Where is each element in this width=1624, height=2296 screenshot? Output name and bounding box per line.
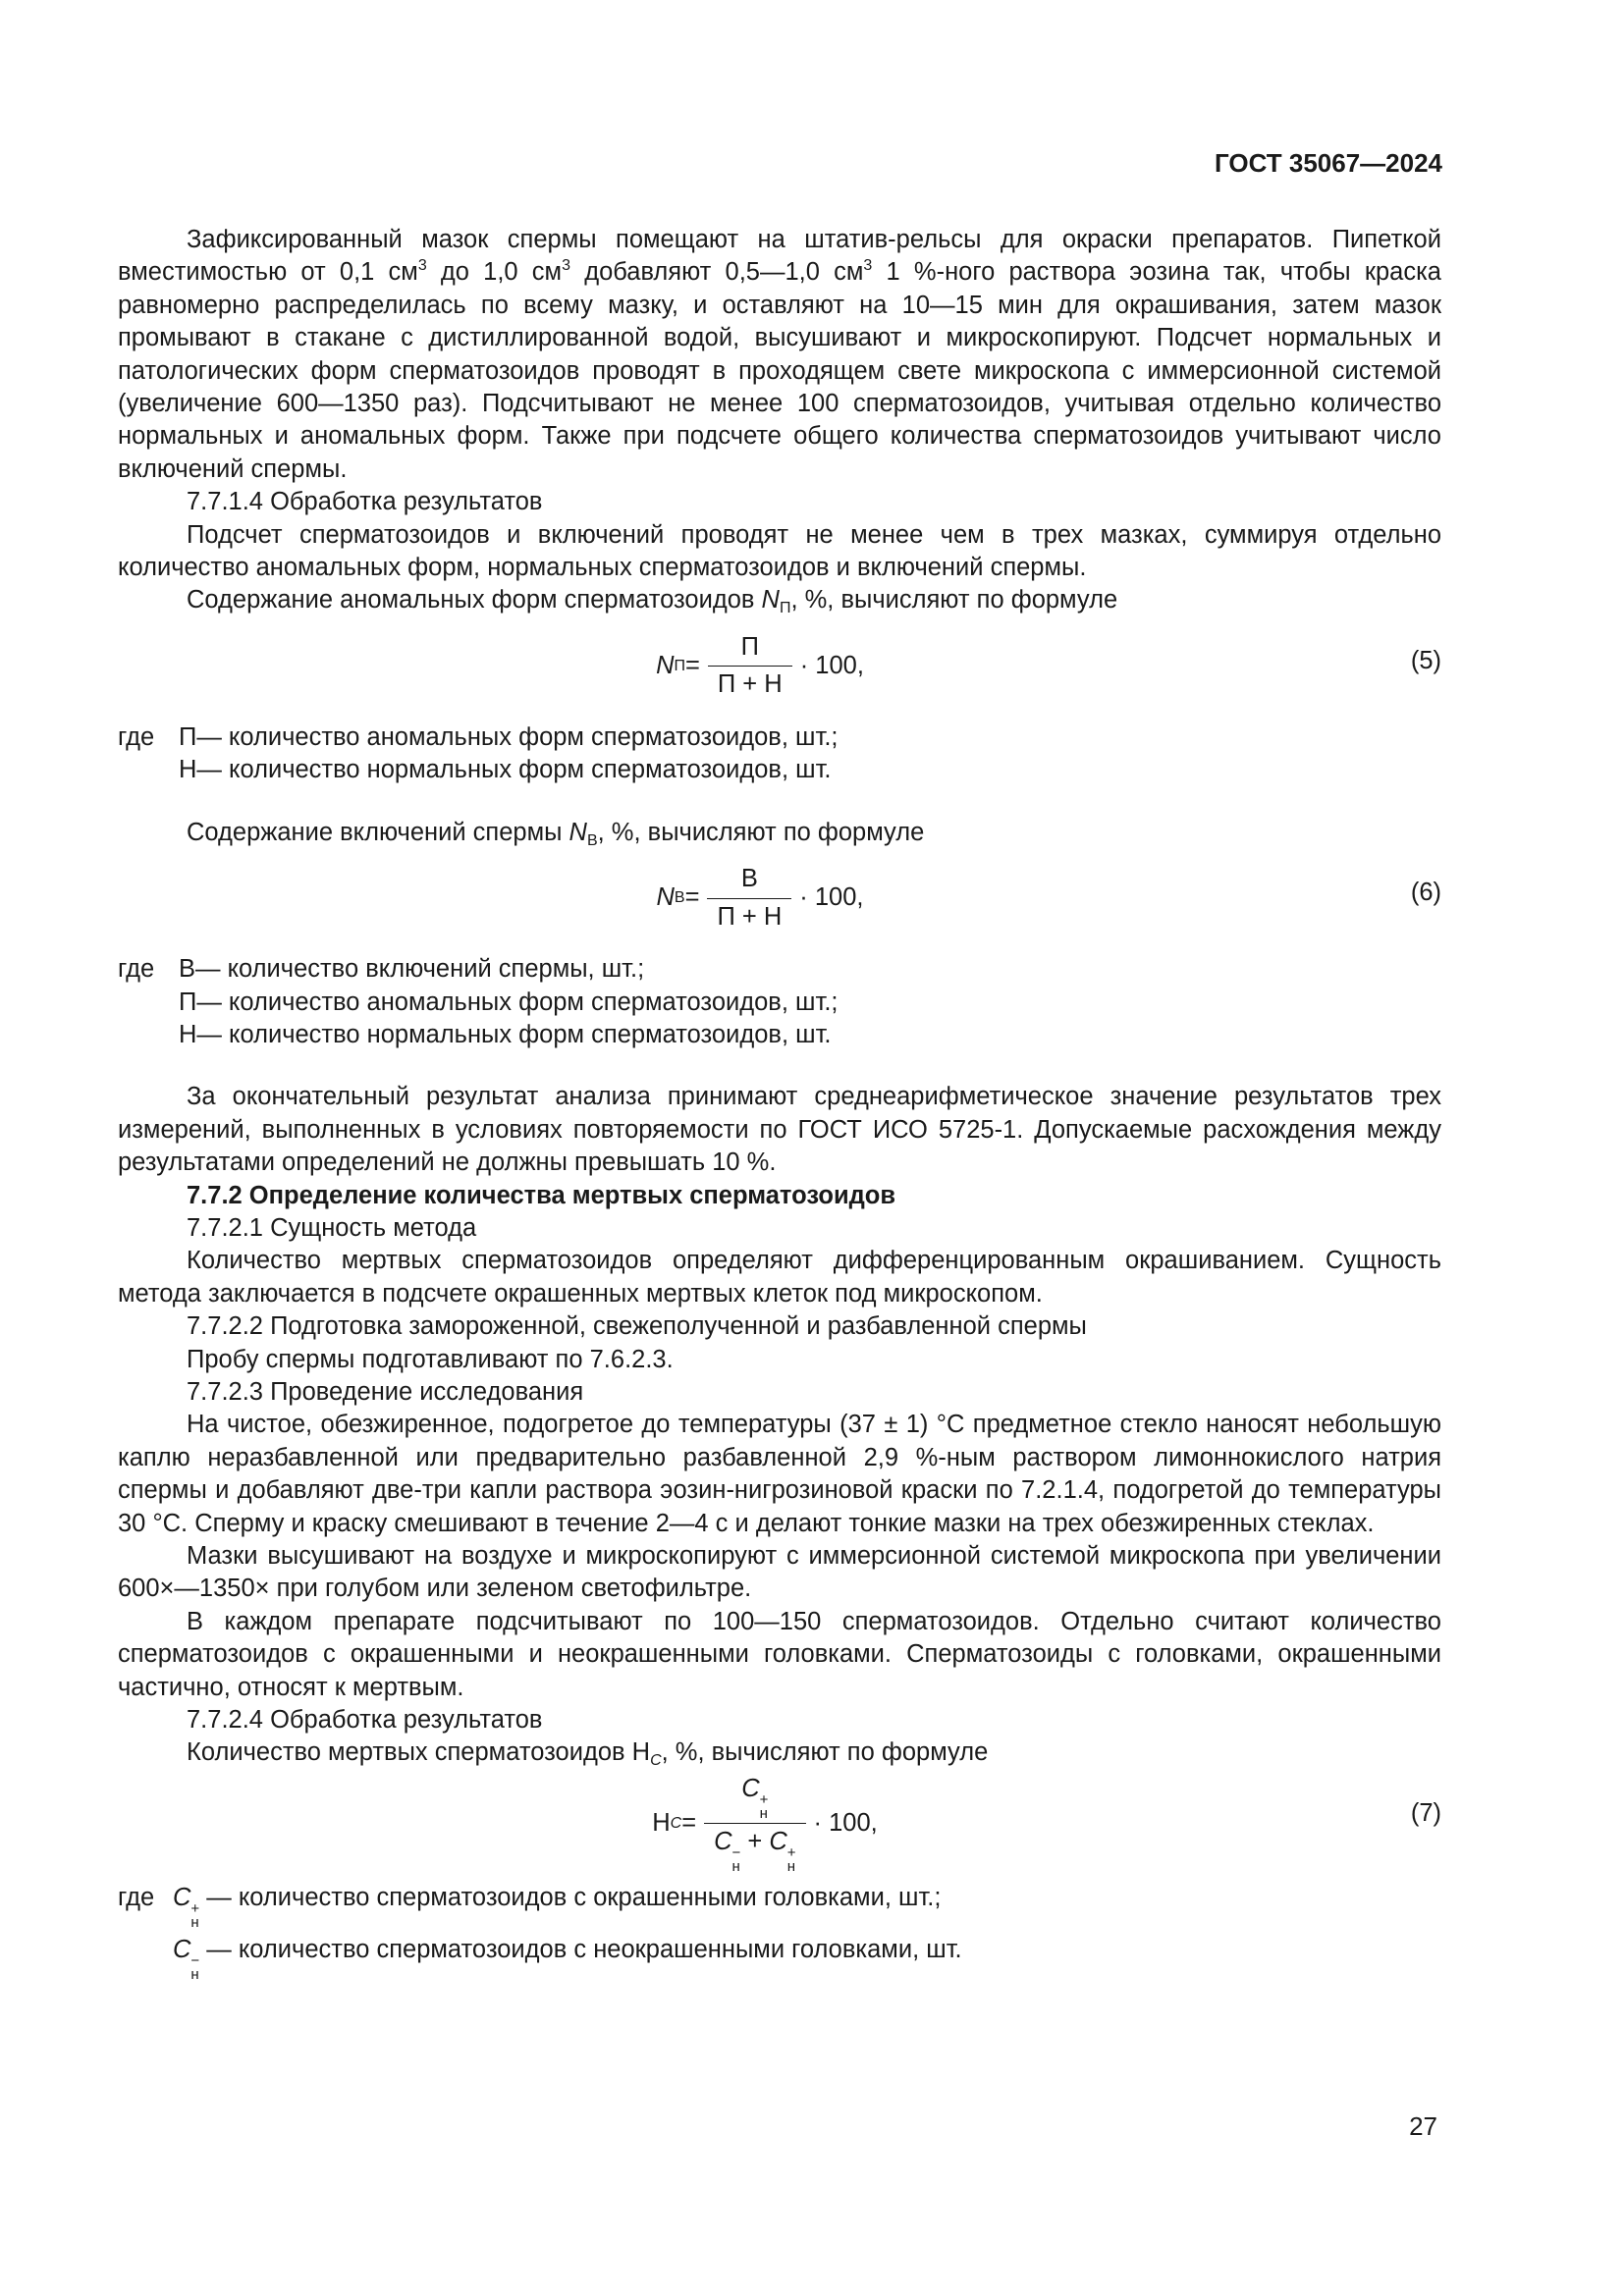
fraction (708, 631, 792, 702)
symbol-n: N (568, 818, 587, 846)
sign: − (190, 1951, 200, 1969)
formula-7 (118, 1770, 1441, 1878)
symbol-n: N (656, 883, 675, 912)
subsection-7721-heading: 7.7.2.1 Сущность метода (187, 1213, 477, 1242)
text-run: , %, вычисляют по формуле (597, 818, 925, 846)
where-symbol (173, 1882, 199, 1930)
denominator: П + Н (707, 898, 791, 934)
where-lead (118, 987, 179, 1019)
formula-number: (7) (1410, 1798, 1441, 1827)
equals-sign: = (684, 883, 700, 912)
formula-5 (118, 617, 1441, 716)
paragraph-method-essence: Количество мертвых сперматозоидов определяют дифференцированным окрашиванием. Сущность метода заключается в подсчете окрашенных мертвых клеток под микроскопом. (118, 1247, 1441, 1308)
index-stack (190, 1951, 200, 1983)
formula-number: (6) (1410, 879, 1441, 907)
text-run: Количество мертвых сперматозоидов Н (187, 1738, 651, 1767)
index: н (759, 1805, 768, 1823)
equation: N В = $\frac{В}{П + Н}$ · 100, (656, 863, 863, 934)
text-run: Содержание включений спермы (187, 818, 569, 846)
equation: N П = $\frac{П}{П + Н}$ · 100, (656, 631, 864, 702)
index-stack (787, 1846, 796, 1874)
where-symbol: П (179, 722, 197, 751)
where-symbol: П (179, 988, 197, 1016)
paragraph-count-per-slide: В каждом препарате подсчитывают по 100—150 сперматозоидов. Отдельно считают количество сперматозоидов с окрашенными и неокрашенными головками. Сперматозоиды с головками, окрашенными частично, относят к мертвым. (118, 1607, 1441, 1701)
where-row (118, 1019, 1441, 1051)
paragraph-sample-prep: Пробу спермы подготавливают по 7.6.2.3. (187, 1345, 674, 1373)
where-block-7 (118, 1882, 1441, 1982)
index-stack (190, 1899, 200, 1931)
formula-6 (118, 849, 1441, 947)
where-row (118, 1934, 1441, 1982)
text-run: , %, вычисляют по формуле (790, 586, 1118, 614)
denominator: П + Н (708, 666, 792, 701)
subsection-7724-heading: 7.7.2.4 Обработка результатов (187, 1706, 543, 1735)
sign: + (786, 1844, 796, 1862)
where-lead: где (118, 1883, 155, 1911)
paragraph-inclusions-intro (118, 817, 1441, 849)
paragraph-microscopy: Мазки высушивают на воздухе и микроскопируют с иммерсионной системой микроскопа при увеличении 600×—1350× при голубом или зеленом светофильтре. (118, 1542, 1441, 1603)
text-run: Содержание аномальных форм сперматозоидов (187, 586, 762, 614)
text-run: добавляют 0,5—1,0 см (570, 258, 864, 287)
symbol-c: C (769, 1828, 787, 1856)
paragraph-counting: Подсчет сперматозоидов и включений проводят не менее чем в трех мазках, суммируя отдельно количество аномальных форм, нормальных сперматозоидов и включений спермы. (118, 520, 1441, 582)
sign: + (759, 1791, 769, 1809)
subsection-7722-heading: 7.7.2.2 Подготовка замороженной, свежеполученной и разбавленной спермы (187, 1312, 1087, 1341)
where-symbol: Н (179, 1020, 197, 1048)
subscript: C (650, 1752, 662, 1770)
where-lead: где (118, 722, 155, 751)
equals-sign: = (684, 652, 700, 680)
where-text: — количество аномальных форм сперматозоидов, шт.; (196, 988, 839, 1016)
subsection-7714-heading: 7.7.1.4 Обработка результатов (187, 488, 543, 516)
subscript: П (779, 600, 791, 617)
symbol-c: C (173, 1935, 191, 1963)
where-row (118, 987, 1441, 1019)
page-number: 27 (1409, 2111, 1437, 2141)
paragraph-procedure: На чистое, обезжиренное, подогретое до температуры (37 ± 1) °С предметное стекло наносят небольшую каплю неразбавленной или предварительно разбавленной 2,9 %-ным раствором лимоннокислого натрия спермы и добавляют две-три капли раствора эозин-нигрозиновой краски по 7.2.1.4, подогретой до температуры 30 °С. Сперму и краску смешивают в течение 2—4 с и делают тонкие мазки на трех обезжиренных стеклах. (118, 1411, 1441, 1537)
fraction (707, 863, 791, 934)
symbol-n: N (761, 586, 780, 614)
formula-tail: · 100, (799, 652, 864, 680)
where-text: — количество аномальных форм сперматозоидов, шт.; (196, 722, 839, 751)
text-run: 1 %-ного раствора эозина так, чтобы краска равномерно распределилась по всему мазку, и оставляют на 10—15 мин для окрашивания, затем мазок промывают в стакане с дистиллированной водой, высушивают и микроскопируют. Подсчет нормальных и патологических форм сперматозоидов проводят в проходящем свете микроскопа с иммерсионной системой (увеличение 600—1350 раз). Подсчитывают не менее 100 сперматозоидов, учитывая отдельно количество нормальных и аномальных форм. Также при подсчете общего количества сперматозоидов учитывают число включений спермы. (118, 258, 1441, 483)
document-code-header: ГОСТ 35067—2024 (1215, 148, 1442, 178)
subsection-7723-heading: 7.7.2.3 Проведение исследования (187, 1377, 584, 1406)
where-row (118, 1882, 1441, 1930)
symbol-n: N (656, 652, 675, 680)
text-run: до 1,0 см (426, 258, 563, 287)
index: н (190, 1965, 199, 1983)
where-text: — количество нормальных форм сперматозоидов, шт. (196, 1020, 832, 1048)
page-content (118, 224, 1441, 1982)
where-text: — количество включений спермы, шт.; (195, 955, 645, 984)
index-stack (732, 1846, 741, 1874)
where-symbol: В (179, 955, 196, 984)
paragraph-final-result: За окончательный результат анализа принимают среднеарифметическое значение результатов трех измерений, выполненных в условиях повторяемости по ГОСТ ИСО 5725-1. Допускаемые расхождения между результатами определений не должны превышать 10 %. (118, 1083, 1441, 1177)
denominator (704, 1823, 805, 1874)
equals-sign: = (681, 1809, 697, 1838)
where-symbol: Н (179, 756, 197, 784)
formula-tail: · 100, (799, 883, 864, 912)
text-run: , %, вычисляют по формуле (661, 1738, 989, 1767)
where-lead (118, 754, 179, 786)
where-text: — количество сперматозоидов с неокрашенными головками, шт. (199, 1935, 962, 1963)
superscript: 3 (417, 257, 427, 275)
symbol-c: C (714, 1828, 732, 1856)
formula-number: (5) (1410, 646, 1441, 674)
symbol-h: Н (652, 1809, 671, 1838)
spacer (118, 1051, 1441, 1081)
superscript: 3 (562, 257, 570, 275)
where-row (118, 953, 1441, 986)
where-block-6 (118, 953, 1441, 1051)
subscript: В (586, 831, 598, 849)
where-lead (118, 1019, 179, 1051)
symbol-c: C (173, 1883, 191, 1911)
spacer (118, 787, 1441, 817)
where-lead: где (118, 955, 155, 984)
where-text: — количество нормальных форм сперматозоидов, шт. (196, 756, 832, 784)
index: н (731, 1858, 740, 1876)
numerator (735, 1773, 774, 1823)
where-row (118, 721, 1441, 754)
where-lead (118, 1934, 173, 1982)
where-text: — количество сперматозоидов с окрашенными головками, шт.; (199, 1883, 942, 1911)
numerator: П (740, 632, 759, 661)
plus-sign: + (740, 1828, 770, 1856)
index: н (190, 1913, 199, 1931)
equation: Н C = C + н C − н + C + н · 100, (652, 1775, 878, 1876)
formula-tail: · 100, (813, 1809, 878, 1838)
sign: + (190, 1899, 200, 1917)
numerator: В (740, 865, 758, 893)
paragraph-smear-staining (118, 224, 1441, 486)
index-stack (760, 1793, 769, 1821)
index: н (786, 1858, 796, 1876)
superscript: 3 (863, 257, 873, 275)
fraction (704, 1773, 805, 1874)
text-run: Зафиксированный мазок спермы помещают на штатив-рельсы для окраски препаратов. Пипеткой вместимостью от 0,1 см (118, 226, 1441, 287)
sign: − (731, 1844, 741, 1862)
paragraph-dead-count-intro (118, 1736, 1441, 1769)
symbol-c: C (741, 1775, 760, 1803)
section-772-heading: 7.7.2 Определение количества мертвых сперматозоидов (187, 1181, 896, 1209)
paragraph-abnormal-intro (118, 584, 1441, 616)
where-block-5 (118, 721, 1441, 787)
where-row (118, 754, 1441, 786)
where-symbol (173, 1934, 199, 1982)
